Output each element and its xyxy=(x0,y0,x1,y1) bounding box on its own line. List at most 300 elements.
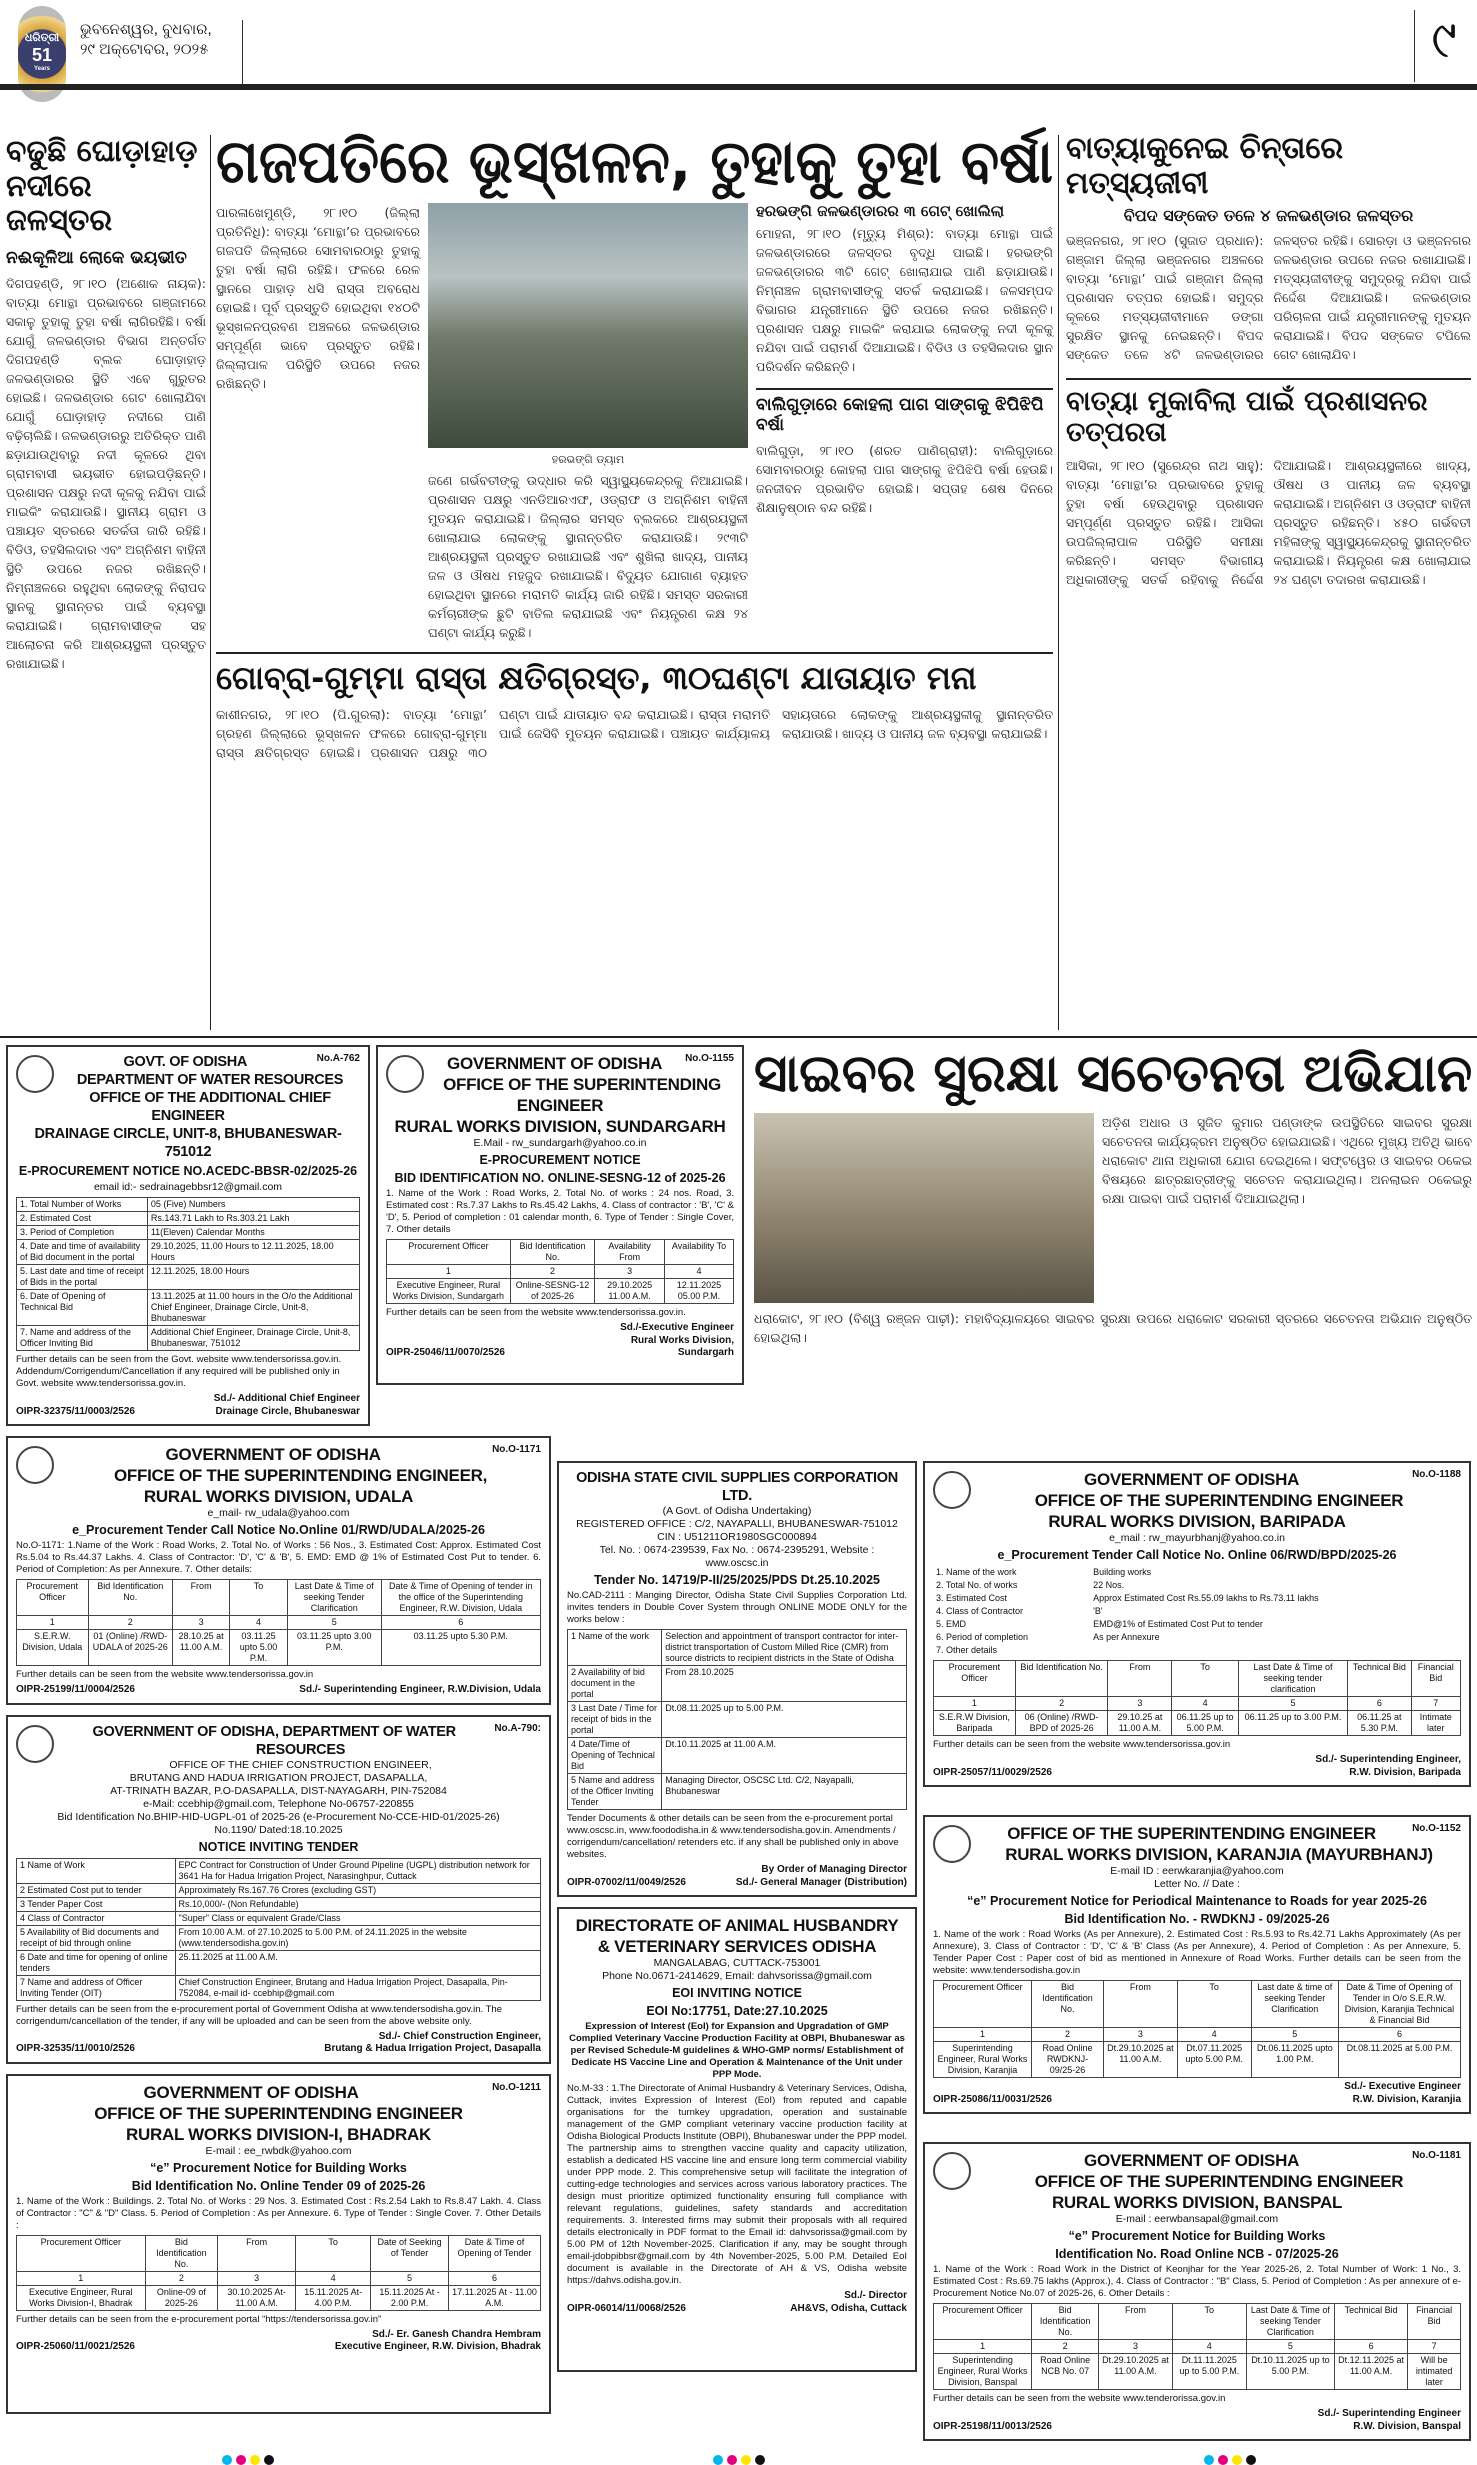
table-cell: 30.10.2025 At- 11.00 A.M. xyxy=(218,2285,296,2310)
table-cell: Will be intimated later xyxy=(1408,2354,1461,2390)
details-row xyxy=(568,1630,907,1666)
ad-title: DIRECTORATE OF ANIMAL HUSBANDRY xyxy=(575,1916,899,1935)
story-fishermen xyxy=(1066,132,1471,364)
registration-dot xyxy=(1218,2455,1228,2465)
details-cell: 22 Nos. xyxy=(1093,1580,1125,1590)
signatory xyxy=(736,1864,907,1889)
table-header-row xyxy=(387,1240,734,1265)
details-cell: Managing Director, OSCSC Ltd. C/2, Nayapalli, Bhubaneswar xyxy=(662,1774,907,1810)
tender-ad-rwd-udala xyxy=(6,1436,551,1705)
column-header: From xyxy=(1099,2304,1173,2340)
ad-subtitle: Phone No.0671-2414629, Email: dahvsorissa@gmail.com xyxy=(602,1970,872,1982)
details-cell: 13.11.2025 at 11.00 hours in the O/o the Additional Chief Engineer, Drainage Circle, Unit-8, Bhubaneswar xyxy=(147,1290,359,1326)
photo-caption: ହରଭଙ୍ଗି ଡ୍ୟାମ xyxy=(551,453,625,466)
column-number-row xyxy=(934,1697,1461,1711)
column-header: Date & Time of Opening of Tender xyxy=(448,2235,540,2271)
column-header: Procurement Officer xyxy=(387,1240,511,1265)
odisha-emblem-icon xyxy=(933,2152,971,2190)
article-body: କାଶୀନଗର, ୨୮।୧୦ (ପି.ଗୁରଲା): ବାତ୍ୟା ‘ମୋନ୍ଥା’ ଗ୍ରହଣ ଜିଲ୍ଲାରେ ଭୂସ୍ଖଳନ ଫଳରେ ଗୋବ୍ରା-ଗୁମ୍ମା ରାସ୍ତା କ୍ଷତିଗ୍ରସ୍ତ ହୋଇଛି। ପ୍ରଶାସନ ପକ୍ଷରୁ ୩୦ ଘଣ୍ଟା ପାଇଁ ଯାତାୟାତ ବନ୍ଦ କରାଯାଇଛି। ରାସ୍ତା ମରାମତି ପାଇଁ ଜେସିବି ମୁତୟନ କରାଯାଇଛି। ପଞ୍ଚାୟତ କାର୍ଯ୍ୟାଳୟ ସହାୟତାରେ ଲୋକଙ୍କୁ ଆଶ୍ରୟସ୍ଥଳୀକୁ ସ୍ଥାନାନ୍ତରିତ କରାଯାଉଛି। ଖାଦ୍ୟ ଓ ପାନୀୟ ଜଳ ବ୍ୟବସ୍ଥା କରାଯାଇଛି। xyxy=(216,706,1053,760)
odisha-emblem-icon xyxy=(16,1725,54,1763)
table-cell: Dt.12.11.2025 at 11.00 A.M. xyxy=(1335,2354,1408,2390)
column-number: 4 xyxy=(296,2271,371,2285)
table-cell: Online-09 of 2025-26 xyxy=(145,2285,218,2310)
details-cell: 4 Date/Time of Opening of Technical Bid xyxy=(568,1738,662,1774)
column-number: 4 xyxy=(1172,2340,1246,2354)
table-cell: 06.11.25 up to 3.00 P.M. xyxy=(1238,1711,1347,1736)
details-cell: "Super" Class or equivalent Grade/Class xyxy=(175,1911,540,1925)
notice-number: No.O-1152 xyxy=(1412,1823,1461,1834)
details-cell: 7 Name and address of Officer Inviting Tender (OIT) xyxy=(17,1975,176,2000)
article-body: ଆସିକା, ୨୮।୧୦ (ସୁରେନ୍ଦ୍ର ନାଥ ସାହୁ): ବାତ୍ୟା ‘ମୋନ୍ଥା’ର ପ୍ରଭାବରେ ତୁହାକୁ ତୁହା ବର୍ଷା ହେଉଥିବାରୁ ପ୍ରଶାସନ ସମ୍ପୂର୍ଣ୍ଣ ପ୍ରସ୍ତୁତ ରହିଛି। ଆସିକା ଉପଜିଲ୍ଲାପାଳ ପରିସ୍ଥିତି ସମୀକ୍ଷା କରିଛନ୍ତି। ସମସ୍ତ ବିଭାଗୀୟ ଅଧିକାରୀଙ୍କୁ ସତର୍କ ରହିବାକୁ ନିର୍ଦ୍ଦେଶ ଦିଆଯାଇଛି। ଆଶ୍ରୟସ୍ଥଳୀରେ ଖାଦ୍ୟ, ଔଷଧ ଓ ପାନୀୟ ଜଳ ବ୍ୟବସ୍ଥା କରାଯାଇଛି। ଅଗ୍ନିଶମ ଓ ଓଡ୍ରାଫ ବାହିନୀ ପ୍ରସ୍ତୁତ ରହିଛନ୍ତି। ୪୫୦ ଗର୍ଭବତୀ ମହିଳାଙ୍କୁ ସ୍ୱାସ୍ଥ୍ୟକେନ୍ଦ୍ରକୁ ସ୍ଥାନାନ୍ତରିତ କରାଯାଇଛି। ନିୟନ୍ତ୍ରଣ କକ୍ଷ ଖୋଲାଯାଇ ୨୪ ଘଣ୍ଟା ତଦାରଖ କରାଯାଉଛି। xyxy=(1066,458,1471,588)
signatory xyxy=(620,1322,734,1360)
story-gobra-gumma xyxy=(216,652,1053,762)
column-header: Procurement Officer xyxy=(934,1981,1032,2028)
column-number: 5 xyxy=(287,1616,381,1630)
details-row xyxy=(17,1858,541,1883)
details-row xyxy=(568,1702,907,1738)
further-details: Further details can be seen from the website www.tenderorissa.gov.in xyxy=(933,2393,1226,2404)
details-row xyxy=(933,1592,1461,1605)
further-details: Tender Documents & other details can be seen from the e-procurement portal www.oscsc.in, www.foododisha.in & www.tendersodisha.gov.in. Amendments / corrigendum/cancellation/ retenders etc. if any shall be published only in above websites. xyxy=(567,1813,899,1860)
lead-body-continued: ଜଣେ ଗର୍ଭବତୀଙ୍କୁ ଉଦ୍ଧାର କରି ସ୍ୱାସ୍ଥ୍ୟକେନ୍ଦ୍ରକୁ ନିଆଯାଇଛି। ପ୍ରଶାସନ ପକ୍ଷରୁ ଏନଡିଆରଏଫ, ଓଡ୍ରାଫ ଓ ଅଗ୍ନିଶମ ବାହିନୀ ମୁତୟନ କରାଯାଇଛି। ଜିଲ୍ଲାର ସମସ୍ତ ବ୍ଲକରେ ଆଶ୍ରୟସ୍ଥଳୀ ଖୋଲାଯାଇ ଲୋକଙ୍କୁ ସ୍ଥାନାନ୍ତରିତ କରାଯାଉଛି। ୨୯୩ଟି ଆଶ୍ରୟସ୍ଥଳୀ ପ୍ରସ୍ତୁତ ରଖାଯାଇଛି ଏବଂ ଶୁଖିଲା ଖାଦ୍ୟ, ପାନୀୟ ଜଳ ଓ ଔଷଧ ମହଜୁଦ ରଖାଯାଇଛି। ବିଦ୍ୟୁତ ଯୋଗାଣ ବ୍ୟାହତ ହୋଇଥିବା ସ୍ଥାନରେ ମରାମତି କାର୍ଯ୍ୟ ଜାରି ରହିଛି। ସମସ୍ତ ସରକାରୀ କର୍ମଚାରୀଙ୍କ ଛୁଟି ବାତିଲ କରାଯାଇଛି ଏବଂ ନିୟନ୍ତ୍ରଣ କକ୍ଷ ୨୪ ଘଣ୍ଟା କାର୍ଯ୍ୟ କରୁଛି। xyxy=(428,473,748,640)
details-cell: Dt.10.11.2025 at 11.00 A.M. xyxy=(662,1738,907,1774)
column-rule xyxy=(210,135,211,1030)
signatory-line: Sd./- Chief Construction Engineer, xyxy=(378,2030,541,2042)
ad-footer xyxy=(16,1393,360,1418)
table-row xyxy=(934,2042,1461,2078)
article-body: ବାଲିଗୁଡ଼ା, ୨୮।୧୦ (ଶରତ ପାଣିଗ୍ରାହୀ): ବାଲିଗୁଡ଼ାରେ ସୋମବାରଠାରୁ କୋହଲା ପାଗ ସାଙ୍ଗକୁ ଝିପିଝିପି ବର୍ଷା ହେଉଛି। ଜନଜୀବନ ପ୍ରଭାବିତ ହୋଇଛି। ସପ୍ତାହ ଶେଷ ଦିନରେ ଶିକ୍ଷାନୁଷ୍ଠାନ ବନ୍ଦ ରହିଛି। xyxy=(756,443,1053,516)
notice-title: e_Procurement Tender Call Notice No. Online 06/RWD/BPD/2025-26 xyxy=(997,1548,1397,1562)
column-number: 2 xyxy=(145,2271,218,2285)
table-cell: Road Online RWDKNJ-09/25-26 xyxy=(1031,2042,1103,2078)
column-number: 3 xyxy=(173,1616,230,1630)
details-row xyxy=(933,1644,1461,1657)
ad-title: OFFICE OF THE SUPERINTENDING ENGINEER xyxy=(94,2103,463,2123)
signatory-line: R.W. Division, Karanjia xyxy=(1352,2093,1461,2105)
cyber-event-photo xyxy=(754,1113,1094,1303)
headline: ବାତ୍ୟାକୁନେଇ ଚିନ୍ତାରେ ମତ୍ସ୍ୟଜୀବୀ xyxy=(1066,131,1344,201)
signatory xyxy=(299,1684,541,1697)
column-header: To xyxy=(1177,1981,1251,2028)
oipr-number: OIPR-32375/11/0003/2526 xyxy=(16,1405,135,1417)
tender-ad-rwd-karanjia xyxy=(923,1815,1471,2114)
details-row xyxy=(17,1925,541,1950)
column-number: 4 xyxy=(1172,1697,1238,1711)
table-cell: Superintending Engineer, Rural Works Division, Karanjia xyxy=(934,2042,1032,2078)
notice-title: E-PROCUREMENT NOTICE xyxy=(479,1153,641,1167)
dam-photo xyxy=(428,203,748,448)
notice-subtitle: Bid Identification No. - RWDKNJ - 09/2025-26 xyxy=(1064,1912,1330,1926)
ad-subtitle: CIN : U51211OR1980SGC000894 xyxy=(657,1531,817,1543)
signatory xyxy=(790,2290,907,2315)
table-cell: 01 (Online) /RWD-UDALA of 2025-26 xyxy=(88,1630,172,1666)
column-number: 5 xyxy=(1238,1697,1347,1711)
notice-title: “e” Procurement Notice for Building Works xyxy=(1068,2229,1326,2243)
signatory xyxy=(324,2031,541,2056)
further-details: Further details can be seen from the website www.tendersorissa.gov.in xyxy=(16,1669,314,1680)
column-header: Last Date & Time of seeking tender clarification xyxy=(1238,1661,1347,1697)
table-cell: 15.11.2025 At - 2.00 P.M. xyxy=(371,2285,449,2310)
registration-mark-row xyxy=(6,2455,1472,2465)
details-row xyxy=(17,1975,541,2000)
column-number: 3 xyxy=(1108,1697,1172,1711)
details-cell: 1. Total Number of Works xyxy=(17,1198,148,1212)
ad-subtitle: MANGALABAG, CUTTACK-753001 xyxy=(653,1957,821,1969)
ad-title: RURAL WORKS DIVISION, UDALA xyxy=(143,1487,414,1506)
column-rule xyxy=(1058,135,1059,1030)
ad-footer xyxy=(16,2031,541,2056)
notice-subtitle: Identification No. Road Online NCB - 07/2025-26 xyxy=(1055,2247,1339,2261)
ad-footer xyxy=(567,2290,907,2315)
column-header: Date & Time of Opening of Tender in O/o S.E.R.W. Division, Karanjia Technical & Financial Bid xyxy=(1338,1981,1460,2028)
ad-subtitle: OFFICE OF THE CHIEF CONSTRUCTION ENGINEER, xyxy=(169,1758,432,1771)
details-row xyxy=(17,1265,360,1290)
signatory-line: Executive Engineer, R.W. Division, Bhadrak xyxy=(334,2341,541,2352)
details-row xyxy=(17,1950,541,1975)
table-cell: Road Online NCB No. 07 xyxy=(1032,2354,1099,2390)
details-cell: 7. Name and address of the Officer Inviting Bid xyxy=(17,1326,148,1351)
dateline xyxy=(80,20,243,84)
details-row xyxy=(933,1566,1461,1579)
signatory-line: Sd./- Additional Chief Engineer xyxy=(213,1393,360,1404)
table-cell: Dt.06.11.2025 upto 1.00 P.M. xyxy=(1251,2042,1338,2078)
ad-subtitle: Tel. No. : 0674-239539, Fax No. : 0674-2395291, Website : www.oscsc.in xyxy=(599,1544,875,1569)
column-number: 7 xyxy=(1408,2340,1461,2354)
notice-title: e_Procurement Tender Call Notice No.Online 01/RWD/UDALA/2025-26 xyxy=(72,1523,485,1537)
center-stories xyxy=(216,128,1053,762)
details-cell: Approx Estimated Cost Rs.55.09 lakhs to Rs.73.11 lakhs xyxy=(1093,1593,1319,1603)
details-cell: Dt.08.11.2025 up to 5.00 P.M. xyxy=(662,1702,907,1738)
column-header: To xyxy=(230,1580,288,1616)
details-table xyxy=(16,1197,360,1351)
ad-title: RURAL WORKS DIVISION, BANSPAL xyxy=(1051,2193,1343,2212)
registration-dot xyxy=(727,2455,737,2465)
odisha-emblem-icon xyxy=(16,1446,54,1484)
ad-title: GOVERNMENT OF ODISHA, DEPARTMENT OF WATER RESOURCES xyxy=(92,1723,456,1758)
table-cell: Intimate later xyxy=(1411,1711,1461,1736)
oipr-number: OIPR-25198/11/0013/2526 xyxy=(933,2420,1052,2432)
signatory-line: AH&VS, Odisha, Cuttack xyxy=(790,2302,907,2314)
details-cell: 1 Name of the work xyxy=(568,1630,662,1666)
table-row xyxy=(17,1630,541,1666)
table-cell: 17.11.2025 At - 11.00 A.M. xyxy=(448,2285,540,2310)
table-cell: 06.11.25 at 5.30 P.M. xyxy=(1348,1711,1411,1736)
signatory-line: By Order of Managing Director xyxy=(761,1864,907,1875)
details-cell: 5. EMD xyxy=(936,1619,967,1629)
registration-marks xyxy=(222,2455,274,2465)
tender-ad-rwd-bhadrak xyxy=(6,2074,551,2414)
ad-title: DRAINAGE CIRCLE, UNIT-8, BHUBANESWAR-751012 xyxy=(34,1126,342,1160)
oipr-number: OIPR-25086/11/0031/2526 xyxy=(933,2093,1052,2105)
details-row xyxy=(17,1212,360,1226)
table-row xyxy=(934,1711,1461,1736)
tender-ad-dasapalla xyxy=(6,1715,551,2064)
registration-dot xyxy=(1246,2455,1256,2465)
column-number: 1 xyxy=(934,2028,1032,2042)
column-header: Bid Identification No. xyxy=(510,1240,594,1265)
ad-subtitle: REGISTERED OFFICE : C/2, NAYAPALLI, BHUBANESWAR-751012 xyxy=(576,1518,898,1530)
signatory-line: Sd./- Superintending Engineer xyxy=(1317,2408,1461,2419)
column-number: 3 xyxy=(1099,2340,1173,2354)
notice-title: NOTICE INVITING TENDER xyxy=(198,1839,359,1854)
table-header-row xyxy=(934,2304,1461,2340)
table-cell: 06.11.25 up to 5.00 P.M. xyxy=(1172,1711,1238,1736)
details-cell: 2. Total No. of works xyxy=(936,1580,1018,1590)
ad-title: RURAL WORKS DIVISION, BARIPADA xyxy=(1048,1512,1346,1531)
details-cell xyxy=(1090,1644,1461,1657)
ads-column-left xyxy=(6,1436,551,2414)
registration-dot xyxy=(1232,2455,1242,2465)
table-cell: 03.11.25 upto 5.30 P.M. xyxy=(381,1630,540,1666)
signatory xyxy=(1315,1754,1461,1779)
article-body: ମୋହନା, ୨୮।୧୦ (ମୃତ୍ୟୁ ମିଶ୍ର): ବାତ୍ୟା ମୋନ୍ଥା ପାଇଁ ଜଳଭଣ୍ଡାରରେ ଜଳସ୍ତର ବୃଦ୍ଧି ପାଇଛି। ହରଭଙ୍ଗି ଜଳଭଣ୍ଡାରର ୩ଟି ଗେଟ୍ ଖୋଲାଯାଇ ପାଣି ଛଡ଼ାଯାଉଛି। ନିମ୍ନାଞ୍ଚଳ ଗ୍ରାମବାସୀଙ୍କୁ ସତର୍କ କରାଯାଇଛି। ଜଳସମ୍ପଦ ବିଭାଗର ଯନ୍ତ୍ରୀମାନେ ସ୍ଥିତି ଉପରେ ନଜର ରଖିଛନ୍ତି। ପ୍ରଶାସନ ପକ୍ଷରୁ ମାଇକିଂ କରାଯାଇ ଲୋକଙ୍କୁ ନଦୀ କୂଳକୁ ନଯିବା ପାଇଁ ପରାମର୍ଶ ଦିଆଯାଇଛି। ବିଡିଓ ଓ ତହସିଲଦାର ସ୍ଥାନ ପରିଦର୍ଶନ କରିଛନ୍ତି। xyxy=(756,226,1053,375)
column-number: 3 xyxy=(1104,2028,1178,2042)
table-cell: 12.11.2025 05.00 P.M. xyxy=(664,1279,733,1304)
details-row xyxy=(17,1911,541,1925)
schedule-table xyxy=(933,1980,1461,2078)
ad-footer xyxy=(567,1864,907,1889)
table-row xyxy=(387,1279,734,1304)
column-header: Procurement Officer xyxy=(934,2304,1032,2340)
ad-title: GOVERNMENT OF ODISHA xyxy=(143,2082,359,2102)
lead-headline: ଗଜପତିରେ ଭୂସ୍ଖଳନ, ତୁହାକୁ ତୁହା ବର୍ଷା xyxy=(216,127,1054,197)
column-number: 1 xyxy=(387,1265,511,1279)
ad-subtitle: E-mail ID : eerwkaranjia@yahoo.com xyxy=(1110,1865,1284,1877)
details-row xyxy=(17,1883,541,1897)
column-number: 6 xyxy=(381,1616,540,1630)
ad-title: OFFICE OF THE SUPERINTENDING ENGINEER, xyxy=(113,1466,488,1485)
further-details: Further details can be seen from the Govt. website www.tendersorissa.gov.in. Addendum/Corrigendum/Cancellation if any required will be published only in Govt. website www.tendersorissa.gov.in. xyxy=(16,1354,342,1389)
schedule-table xyxy=(16,2235,541,2311)
notice-subtitle: EOI No:17751, Date:27.10.2025 xyxy=(646,2004,828,2018)
details-cell: EPC Contract for Construction of Under Ground Pipeline (UGPL) distribution network for 3641 Ha for Hadua Irrigation Project, Narasinghpur, Cuttack xyxy=(175,1858,540,1883)
dateline-place-day: ଭୁବନେଶ୍ୱର, ବୁଧବାର, xyxy=(80,21,212,38)
ad-title: OFFICE OF THE ADDITIONAL CHIEF ENGINEER xyxy=(89,1090,331,1124)
further-details: Further details can be seen from the website www.tendersorissa.gov.in. xyxy=(386,1307,686,1318)
details-row xyxy=(933,1605,1461,1618)
odisha-emblem-icon xyxy=(933,1471,971,1509)
notice-number: No.O-1171 xyxy=(492,1444,541,1455)
oipr-number: OIPR-32535/11/0010/2526 xyxy=(16,2043,135,2054)
details-cell: 7. Other details xyxy=(936,1645,998,1655)
details-cell: 4. Class of Contractor xyxy=(936,1606,1024,1616)
table-cell: Executive Engineer, Rural Works Division-I, Bhadrak xyxy=(17,2285,146,2310)
ad-title: GOVERNMENT OF ODISHA xyxy=(165,1445,381,1464)
column-number: 6 xyxy=(1338,2028,1460,2042)
further-details: Further details can be seen from the website www.tendersorissa.gov.in xyxy=(933,1739,1231,1750)
notice-title: “e” Procurement Notice for Building Works xyxy=(150,2160,407,2175)
details-row xyxy=(17,1326,360,1351)
details-cell: 5 Availability of Bid documents and receipt of bid through online xyxy=(17,1925,176,1950)
column-number: 1 xyxy=(17,1616,89,1630)
signatory xyxy=(214,1393,360,1418)
ads-column-right xyxy=(923,1461,1471,2441)
registration-dot xyxy=(741,2455,751,2465)
details-cell: 1 Name of Work xyxy=(17,1858,176,1883)
oipr-number: OIPR-07002/11/0049/2526 xyxy=(567,1876,686,1888)
details-cell: 3 Last Date / Time for receipt of bids in the portal xyxy=(568,1702,662,1738)
column-header: Financial Bid xyxy=(1408,2304,1461,2340)
table-cell: Dt.11.11.2025 up to 5.00 P.M. xyxy=(1172,2354,1246,2390)
ad-subtitle: E-mail : eerwbansapal@gmail.com xyxy=(1115,2213,1279,2225)
column-header: To xyxy=(1172,1661,1238,1697)
column-number: 2 xyxy=(1015,1697,1108,1711)
eoi-ad-animal-husbandry xyxy=(557,1907,917,2372)
details-row xyxy=(17,1897,541,1911)
notice-number: No.O-1181 xyxy=(1412,2150,1461,2161)
column-number: 5 xyxy=(1246,2340,1334,2354)
notice-title: Tender No. 14719/P-II/25/2025/PDS Dt.25.10.2025 xyxy=(593,1573,881,1587)
notice-title: E-PROCUREMENT NOTICE NO.ACEDC-BBSR-02/2025-26 xyxy=(18,1164,358,1178)
column-number: 2 xyxy=(510,1265,594,1279)
table-cell: Dt.08.11.2025 at 5.00 P.M. xyxy=(1338,2042,1460,2078)
signatory-line: Sd./- Director xyxy=(844,2290,907,2301)
column-header: Bid Identification No. xyxy=(145,2235,218,2271)
column-header: Bid Identification No. xyxy=(1032,2304,1099,2340)
headline: ହରଭଙ୍ଗି ଜଳଭଣ୍ଡାରର ୩ ଗେଟ୍ ଖୋଲିଲା xyxy=(756,202,1005,220)
table-header-row xyxy=(17,1580,541,1616)
column-header: Procurement Officer xyxy=(934,1661,1016,1697)
details-cell: Rs.143.71 Lakh to Rs.303.21 Lakh xyxy=(147,1212,359,1226)
signatory-line: R.W. Division, Baripada xyxy=(1349,1766,1461,1778)
column-number-row xyxy=(387,1265,734,1279)
story-baliguda xyxy=(756,388,1053,517)
ad-title: ODISHA STATE CIVIL SUPPLIES CORPORATION LTD. xyxy=(576,1470,898,1504)
notice-number: No.A-762 xyxy=(316,1053,360,1064)
notice-subtitle: BID IDENTIFICATION NO. ONLINE-SESNG-12 of 2025-26 xyxy=(394,1171,726,1185)
details-table xyxy=(567,1629,907,1810)
ads-column-middle xyxy=(557,1461,917,2372)
right-stories xyxy=(1066,132,1471,589)
details-cell: From 10.00 A.M. of 27.10.2025 to 5.00 P.M. of 24.11.2025 in the website (www.tendersodisha.gov.in) xyxy=(175,1925,540,1950)
article-body-continued: ଧରାକୋଟ, ୨୮।୧୦ (ବିଶ୍ୱ ରଞ୍ଜନ ପାଢ଼ୀ): ମହାବିଦ୍ୟାଳୟରେ ସାଇବର ସୁରକ୍ଷା ଉପରେ ଧରାକୋଟ ସରକାରୀ ସ୍ତରରେ ସଚେତନତା ଅଭିଯାନ ଅନୁଷ୍ଠିତ ହୋଇଥିଲା। xyxy=(754,1310,1472,1345)
column-header: Procurement Officer xyxy=(17,2235,146,2271)
table-cell: Dt.29.10.2025 at 11.00 A.M. xyxy=(1099,2354,1173,2390)
details-cell: 25.11.2025 at 11.00 A.M. xyxy=(175,1950,540,1975)
column-header: Bid Identification No. xyxy=(88,1580,172,1616)
column-number: 2 xyxy=(1032,2340,1099,2354)
column-number: 1 xyxy=(934,1697,1016,1711)
column-number: 6 xyxy=(1348,1697,1411,1711)
registration-dot xyxy=(222,2455,232,2465)
ad-footer xyxy=(16,1684,541,1697)
ad-title: GOVERNMENT OF ODISHA xyxy=(447,1054,663,1073)
notice-title: “e” Procurement Notice for Periodical Maintenance to Roads for year 2025-26 xyxy=(967,1894,1427,1908)
column-header: To xyxy=(1172,2304,1246,2340)
ad-title: & VETERINARY SERVICES ODISHA xyxy=(597,1937,877,1956)
signatory-line: Rural Works Division, xyxy=(630,1334,734,1346)
headline: ସାଇବର ସୁରକ୍ଷା ସଚେତନତା ଅଭିଯାନ xyxy=(754,1044,1473,1104)
ad-subtitle: AT-TRINATH BAZAR, P.O-DASAPALLA, DIST-NAYAGARH, PIN-752084 xyxy=(110,1784,447,1797)
table-header-row xyxy=(934,1981,1461,2028)
details-row xyxy=(568,1738,907,1774)
table-cell: 15.11.2025 At- 4.00 P.M. xyxy=(296,2285,371,2310)
further-details: Further details can be seen from the e-procurement portal “https://tendersorissa.gov.in” xyxy=(16,2313,382,2325)
section-rule xyxy=(0,1036,1477,1038)
column-number: 4 xyxy=(664,1265,733,1279)
ad-title: RURAL WORKS DIVISION-I, BHADRAK xyxy=(126,2124,431,2144)
further-details: Further details can be seen from the e-procurement portal of Government Odisha at www.tendersodisha.gov.in. The corrigendum/cancellation of the tender, if any will be uploaded and can be seen from the above website only. xyxy=(16,2003,502,2027)
registration-marks xyxy=(1204,2455,1256,2465)
registration-dot xyxy=(236,2455,246,2465)
details-cell: 3 Tender Paper Cost xyxy=(17,1897,176,1911)
details-cell: 11(Eleven) Calendar Months xyxy=(147,1226,359,1240)
signatory-line: Sd./- Er. Ganesh Chandra Hembram xyxy=(372,2328,541,2340)
table-cell: 03.11.25 upto 3.00 P.M. xyxy=(287,1630,381,1666)
table-cell: Superintending Engineer, Rural Works Division, Banspal xyxy=(934,2354,1032,2390)
table-header-row xyxy=(934,1661,1461,1697)
headline: ଗୋବ୍ରା-ଗୁମ୍ମା ରାସ୍ତା କ୍ଷତିଗ୍ରସ୍ତ, ୩୦ଘଣ୍ଟା ଯାତାୟାତ ମନା xyxy=(216,652,1053,697)
column-header: Bid Identification No. xyxy=(1015,1661,1108,1697)
details-cell: 1. Name of the work xyxy=(936,1567,1017,1577)
details-cell: Chief Construction Engineer, Brutang and Hadua Irrigation Project, Dasapalla, Pin-752084, e-mail id- ccebhip@gmail.com xyxy=(175,1975,540,2000)
details-cell: 3. Estimated Cost xyxy=(936,1593,1008,1603)
ad-subtitle: email id:- sedrainagebbsr12@gmail.com xyxy=(93,1181,283,1193)
details-row xyxy=(17,1226,360,1240)
signatory-line: R.W. Division, Banspal xyxy=(1353,2420,1461,2432)
details-cell: As per Annexure xyxy=(1093,1632,1160,1642)
details-row xyxy=(17,1240,360,1265)
notice-number: No.A-790: xyxy=(494,1722,541,1734)
column-number-row xyxy=(17,2271,541,2285)
oipr-number: OIPR-25199/11/0004/2526 xyxy=(16,1684,135,1695)
ad-footer xyxy=(933,1754,1461,1779)
ad-title: GOVERNMENT OF ODISHA xyxy=(1084,2151,1300,2170)
article-body: ଦିଗପହଣ୍ଡି, ୨୮।୧୦ (ଅଶୋକ ନାୟକ): ବାତ୍ୟା ମୋନ୍ଥା ପ୍ରଭାବରେ ଗଞ୍ଜାମରେ ସକାଳୁ ତୁହାକୁ ତୁହା ବର୍ଷା ଲାଗିରହିଛି। ବର୍ଷା ଯୋଗୁଁ ଜଳଭଣ୍ଡାର ବିଭାଗ ଅନ୍ତର୍ଗତ ଦିଗପହଣ୍ଡି ବ୍ଲକ ଘୋଡ଼ାହାଡ଼ ଜଳଭଣ୍ଡାରର ସ୍ଥିତି ଏବେ ଗୁରୁତର ହୋଇଛି। ଜଳଭଣ୍ଡାର ଗେଟ ଖୋଲାଯିବା ଯୋଗୁଁ ଘୋଡ଼ାହାଡ଼ ନଦୀରେ ପାଣି ବଢ଼ିଚାଲିଛି। ଜଳଭଣ୍ଡାରରୁ ଅତିରିକ୍ତ ପାଣି ଛଡ଼ାଯାଉଥିବାରୁ ନଦୀ କୂଳରେ ଥିବା ଗ୍ରାମବାସୀ ଭୟଭୀତ ହୋଇପଡ଼ିଛନ୍ତି। ପ୍ରଶାସନ ପକ୍ଷରୁ ନଦୀ କୂଳକୁ ନଯିବା ପାଇଁ ମାଇକିଂ କରାଯାଉଛି। ସ୍ଥାନୀୟ ଗ୍ରାମ ଓ ପଞ୍ଚାୟତ ସ୍ତରରେ ସତର୍କତା ଜାରି ରହିଛି। ବିଡିଓ, ତହସିଲଦାର ଏବଂ ଅଗ୍ନିଶମ ବାହିନୀ ସ୍ଥିତି ଉପରେ ନଜର ରଖିଛନ୍ତି। ନିମ୍ନାଞ୍ଚଳରେ ରହୁଥିବା ଲୋକଙ୍କୁ ନିରାପଦ ସ୍ଥାନକୁ ସ୍ଥାନାନ୍ତର ପାଇଁ ବ୍ୟବସ୍ଥା କରାଯାଇଛି। ଗ୍ରାମବାସୀଙ୍କ ସହ ଆଲୋଚନା କରି ଆଶ୍ରୟସ୍ଥଳୀ ପ୍ରସ୍ତୁତ ରଖାଯାଇଛି। xyxy=(6,276,206,672)
table-cell: Dt.29.10.2025 at 11.00 A.M. xyxy=(1104,2042,1178,2078)
signatory-line: Sd./- Executive Engineer xyxy=(1344,2081,1461,2092)
lower-section xyxy=(6,1045,1472,2465)
schedule-table xyxy=(933,1660,1461,1736)
tender-ad-rwd-sundargarh xyxy=(376,1045,744,1385)
ad-subtitle: e_mail : rw_mayurbhanj@yahoo.co.in xyxy=(1109,1532,1285,1544)
table-row xyxy=(17,2285,541,2310)
column-number: 3 xyxy=(595,1265,665,1279)
table-cell: S.E.R.W Division, Baripada xyxy=(934,1711,1016,1736)
ad-title: OFFICE OF THE SUPERINTENDING ENGINEER xyxy=(443,1075,721,1115)
column-header: Financial Bid xyxy=(1411,1661,1461,1697)
details-list xyxy=(933,1566,1461,1657)
details-cell: Building works xyxy=(1093,1567,1152,1577)
column-header: Availability To xyxy=(664,1240,733,1265)
notice-body: No.O-1171: 1.Name of the Work : Road Works, 2. Total No. of Works : 56 Nos., 3. Estimated Cost: Approx. Estimated Cost Rs.5.04 to Rs.44.37 Lakhs. 4. Class of Contractor: 'D', 'C' & 'B', 5. EMD: EMD @ 1% of Estimated Cost Put to tender. 6. Period of Completion: As per Annexure. 7. Other details: xyxy=(16,1540,541,1575)
tender-ad-drainage-circle xyxy=(6,1045,370,1426)
signatory-line: Drainage Circle, Bhubaneswar xyxy=(215,1405,360,1417)
table-cell: Dt.07.11.2025 upto 5.00 P.M. xyxy=(1177,2042,1251,2078)
table-header-row xyxy=(17,2235,541,2271)
story-cyber-security xyxy=(750,1045,1472,1347)
subheadline: ବିପଦ ସଙ୍କେତ ତଳେ ୪ ଜଳଭଣ୍ଡାର ଜଳସ୍ତର xyxy=(1123,206,1414,225)
column-number-row xyxy=(934,2340,1461,2354)
details-row xyxy=(568,1666,907,1702)
registration-dot xyxy=(713,2455,723,2465)
column-header: Technical Bid xyxy=(1348,1661,1411,1697)
details-cell: Additional Chief Engineer, Drainage Circle, Unit-8, Bhubaneswar, 751012 xyxy=(147,1326,359,1351)
notice-body: 1. Name of the Work : Road Work in the District of Keonjhar for the Year 2025-26, 2. Total Number of Work: 1 No., 3. Estimated Cost : Rs.69.75 lakhs (Approx.), 4. Class of Contractor : "B" Class, 5. Period of Completion : As per annexure of e-Procurement Notice No.07 of 2025-26, 6. Other Details : xyxy=(933,2264,1461,2299)
ad-title: RURAL WORKS DIVISION, KARANJIA (MAYURBHANJ) xyxy=(1005,1845,1433,1864)
signatory-line: Sd./- Superintending Engineer, xyxy=(1315,1754,1461,1765)
signatory xyxy=(1318,2408,1461,2433)
ad-subtitle: BRUTANG AND HADUA IRRIGATION PROJECT, DASAPALLA, xyxy=(129,1771,428,1784)
column-header: From xyxy=(173,1580,230,1616)
ad-title: OFFICE OF THE SUPERINTENDING ENGINEER xyxy=(1007,1824,1376,1843)
column-number: 1 xyxy=(934,2340,1032,2354)
details-cell: 3. Period of Completion xyxy=(17,1226,148,1240)
schedule-table xyxy=(386,1239,734,1304)
registration-dot xyxy=(755,2455,765,2465)
subheadline: ନଈକୂଳିଆ ଲୋକେ ଭୟଭୀତ xyxy=(6,247,187,268)
column-header: Last Date & Time of seeking Tender Clarification xyxy=(1246,2304,1334,2340)
